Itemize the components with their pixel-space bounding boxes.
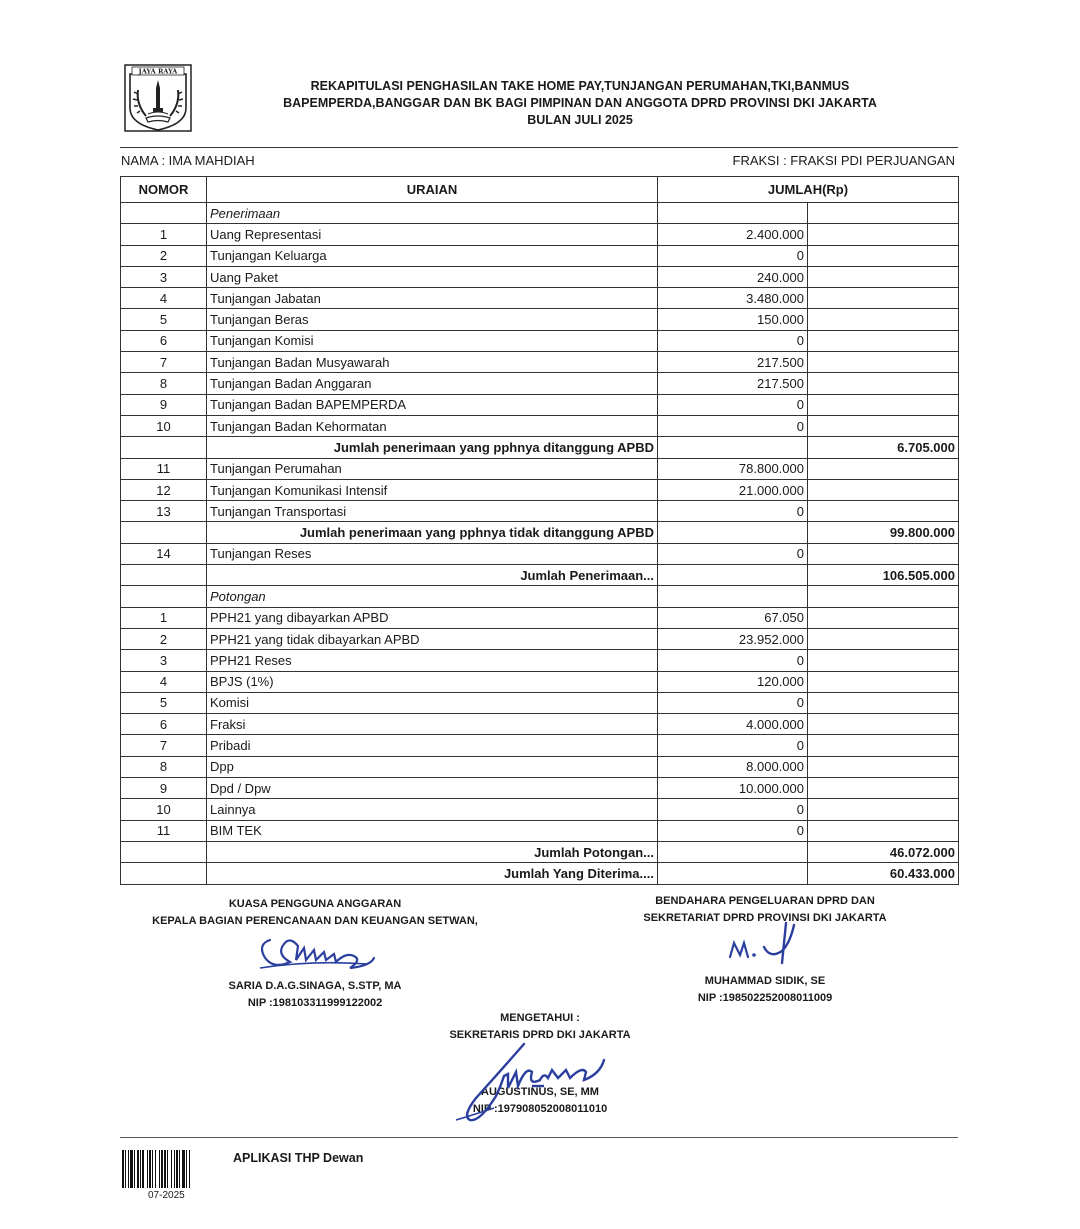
- row-total: [808, 266, 959, 287]
- table-body: [121, 203, 959, 885]
- row-number: 11: [121, 820, 207, 841]
- svg-text:JAYA RAYA: JAYA RAYA: [138, 67, 178, 76]
- table-row: [121, 778, 959, 799]
- table-row: [121, 224, 959, 245]
- barcode-bar: [167, 1150, 168, 1188]
- row-number: 6: [121, 714, 207, 735]
- row-number: 10: [121, 799, 207, 820]
- row-number: 9: [121, 778, 207, 799]
- barcode-bar: [155, 1150, 156, 1188]
- row-number: [121, 203, 207, 224]
- row-label: PPH21 yang tidak dibayarkan APBD: [207, 628, 658, 649]
- subtotal-label: Jumlah Penerimaan...: [207, 565, 658, 586]
- subtotal-row: [121, 863, 959, 884]
- header-jumlah: JUMLAH(Rp): [658, 177, 959, 203]
- barcode-bar: [189, 1150, 190, 1188]
- barcode-bar: [149, 1150, 151, 1188]
- signatory-nip: NIP :197908052008011010: [472, 1103, 608, 1115]
- table-row: [121, 543, 959, 564]
- row-label: Tunjangan Komunikasi Intensif: [207, 479, 658, 500]
- row-label: Tunjangan Transportasi: [207, 501, 658, 522]
- subtotal-row: [121, 437, 959, 458]
- title-line-3: BULAN JULI 2025: [527, 113, 633, 127]
- row-total: [808, 309, 959, 330]
- barcode-bar: [128, 1150, 129, 1188]
- row-label: Pribadi: [207, 735, 658, 756]
- row-amount: 4.000.000: [658, 714, 808, 735]
- row-amount: 21.000.000: [658, 479, 808, 500]
- row-amount: 0: [658, 245, 808, 266]
- table-row: [121, 352, 959, 373]
- row-number: 7: [121, 735, 207, 756]
- row-number: 12: [121, 479, 207, 500]
- row-amount: 0: [658, 501, 808, 522]
- signature-right: [720, 905, 810, 965]
- title-line-1: REKAPITULASI PENGHASILAN TAKE HOME PAY,TUNJANGAN PERUMAHAN,TKI,BANMUS: [310, 79, 850, 93]
- row-label: PPH21 yang dibayarkan APBD: [207, 607, 658, 628]
- barcode-bar: [159, 1150, 160, 1188]
- row-number: 1: [121, 607, 207, 628]
- section-row: [121, 203, 959, 224]
- row-number: [121, 437, 207, 458]
- row-number: 9: [121, 394, 207, 415]
- row-number: 4: [121, 288, 207, 309]
- section-row: [121, 586, 959, 607]
- row-total: [808, 415, 959, 436]
- row-amount: 0: [658, 799, 808, 820]
- row-number: [121, 565, 207, 586]
- subtotal-value: 99.800.000: [808, 522, 959, 543]
- row-total: [808, 543, 959, 564]
- row-amount: 3.480.000: [658, 288, 808, 309]
- row-amount: 8.000.000: [658, 756, 808, 777]
- footer-divider: [120, 1137, 958, 1138]
- subtotal-value: 46.072.000: [808, 841, 959, 862]
- row-number: 5: [121, 692, 207, 713]
- table-row: [121, 394, 959, 415]
- row-total: [808, 224, 959, 245]
- row-amount: [658, 565, 808, 586]
- signatory-name: SARIA D.A.G.SINAGA, S.STP, MA: [228, 980, 402, 992]
- row-label: Tunjangan Keluarga: [207, 245, 658, 266]
- table-row: [121, 671, 959, 692]
- row-total: [808, 650, 959, 671]
- row-amount: [658, 841, 808, 862]
- section-label: Penerimaan: [207, 203, 658, 224]
- row-label: Dpd / Dpw: [207, 778, 658, 799]
- row-label: Tunjangan Badan Anggaran: [207, 373, 658, 394]
- table-row: [121, 501, 959, 522]
- row-total: [808, 628, 959, 649]
- section-label: Potongan: [207, 586, 658, 607]
- row-amount: [658, 437, 808, 458]
- document-title: [200, 78, 960, 129]
- row-amount: 0: [658, 330, 808, 351]
- row-amount: 23.952.000: [658, 628, 808, 649]
- barcode-bar: [130, 1150, 133, 1188]
- title-line-2: BAPEMPERDA,BANGGAR DAN BK BAGI PIMPINAN DAN ANGGOTA DPRD PROVINSI DKI JAKARTA: [283, 96, 877, 110]
- row-number: 5: [121, 309, 207, 330]
- income-summary-table: [120, 176, 959, 885]
- row-label: BPJS (1%): [207, 671, 658, 692]
- row-number: 3: [121, 650, 207, 671]
- barcode-bar: [134, 1150, 135, 1188]
- row-total: [808, 778, 959, 799]
- table-row: [121, 714, 959, 735]
- row-number: [121, 522, 207, 543]
- barcode-label: 07-2025: [148, 1190, 185, 1201]
- row-number: 14: [121, 543, 207, 564]
- row-total: [808, 501, 959, 522]
- barcode-bar: [147, 1150, 148, 1188]
- row-total: [808, 735, 959, 756]
- row-number: 11: [121, 458, 207, 479]
- signatory-title: KEPALA BAGIAN PERENCANAAN DAN KEUANGAN SETWAN,: [152, 915, 478, 927]
- row-number: 6: [121, 330, 207, 351]
- row-total: [808, 586, 959, 607]
- subtotal-value: 6.705.000: [808, 437, 959, 458]
- row-total: [808, 607, 959, 628]
- barcode-bar: [179, 1150, 180, 1188]
- barcode-bar: [186, 1150, 187, 1188]
- member-faction: FRAKSI : FRAKSI PDI PERJUANGAN: [732, 153, 955, 168]
- signatory-title: BENDAHARA PENGELUARAN DPRD DAN: [655, 895, 875, 907]
- row-number: 8: [121, 373, 207, 394]
- table-row: [121, 607, 959, 628]
- barcode-bar: [182, 1150, 185, 1188]
- member-name: NAMA : IMA MAHDIAH: [121, 153, 255, 168]
- barcode-bar: [176, 1150, 178, 1188]
- barcode-bar: [171, 1150, 172, 1188]
- row-number: 7: [121, 352, 207, 373]
- table-row: [121, 415, 959, 436]
- row-amount: 0: [658, 415, 808, 436]
- row-amount: 0: [658, 543, 808, 564]
- table-row: [121, 479, 959, 500]
- signatory-nip: NIP :198502252008011009: [697, 992, 833, 1004]
- jaya-raya-logo: [124, 64, 192, 132]
- row-total: [808, 799, 959, 820]
- row-total: [808, 820, 959, 841]
- row-label: Uang Paket: [207, 266, 658, 287]
- row-number: [121, 863, 207, 884]
- row-total: [808, 692, 959, 713]
- table-row: [121, 373, 959, 394]
- row-label: Dpp: [207, 756, 658, 777]
- barcode-bar: [137, 1150, 139, 1188]
- header-divider: [120, 147, 958, 148]
- row-amount: 67.050: [658, 607, 808, 628]
- subtotal-value: 60.433.000: [808, 863, 959, 884]
- barcode-bar: [164, 1150, 166, 1188]
- row-number: 4: [121, 671, 207, 692]
- row-amount: 217.500: [658, 352, 808, 373]
- row-label: Tunjangan Jabatan: [207, 288, 658, 309]
- row-amount: [658, 863, 808, 884]
- table-row: [121, 266, 959, 287]
- row-number: 13: [121, 501, 207, 522]
- row-total: [808, 714, 959, 735]
- signature-center: [436, 1036, 616, 1128]
- row-number: [121, 841, 207, 862]
- signatory-title: MENGETAHUI :: [500, 1012, 580, 1024]
- row-amount: 0: [658, 692, 808, 713]
- row-amount: 2.400.000: [658, 224, 808, 245]
- row-amount: [658, 522, 808, 543]
- table-row: [121, 628, 959, 649]
- row-total: [808, 479, 959, 500]
- row-total: [808, 394, 959, 415]
- row-number: 1: [121, 224, 207, 245]
- row-label: Tunjangan Reses: [207, 543, 658, 564]
- subtotal-label: Jumlah penerimaan yang pphnya ditanggung APBD: [207, 437, 658, 458]
- row-amount: 0: [658, 820, 808, 841]
- table-row: [121, 650, 959, 671]
- row-amount: 120.000: [658, 671, 808, 692]
- signatory-title: SEKRETARIS DPRD DKI JAKARTA: [449, 1029, 631, 1041]
- row-label: Uang Representasi: [207, 224, 658, 245]
- barcode-bar: [140, 1150, 141, 1188]
- subtotal-label: Jumlah Yang Diterima....: [207, 863, 658, 884]
- subtotal-row: [121, 841, 959, 862]
- row-total: [808, 756, 959, 777]
- row-number: 2: [121, 628, 207, 649]
- table-row: [121, 245, 959, 266]
- barcode-bar: [142, 1150, 144, 1188]
- table-row: [121, 458, 959, 479]
- document-barcode: [122, 1150, 222, 1188]
- table-row: [121, 692, 959, 713]
- row-amount: 0: [658, 650, 808, 671]
- row-amount: 240.000: [658, 266, 808, 287]
- subtotal-value: 106.505.000: [808, 565, 959, 586]
- row-amount: [658, 203, 808, 224]
- row-total: [808, 373, 959, 394]
- header-nomor: NOMOR: [121, 177, 207, 203]
- row-amount: 0: [658, 394, 808, 415]
- row-label: BIM TEK: [207, 820, 658, 841]
- row-total: [808, 288, 959, 309]
- row-label: Tunjangan Perumahan: [207, 458, 658, 479]
- barcode-bar: [161, 1150, 163, 1188]
- row-label: Tunjangan Badan Kehormatan: [207, 415, 658, 436]
- row-total: [808, 245, 959, 266]
- row-amount: 150.000: [658, 309, 808, 330]
- row-number: [121, 586, 207, 607]
- row-total: [808, 330, 959, 351]
- table-row: [121, 288, 959, 309]
- table-row: [121, 820, 959, 841]
- row-total: [808, 352, 959, 373]
- row-number: 2: [121, 245, 207, 266]
- row-label: Tunjangan Komisi: [207, 330, 658, 351]
- barcode-bar: [174, 1150, 175, 1188]
- table-row: [121, 309, 959, 330]
- row-total: [808, 458, 959, 479]
- signatory-title: SEKRETARIAT DPRD PROVINSI DKI JAKARTA: [643, 912, 887, 924]
- subtotal-row: [121, 565, 959, 586]
- app-name: APLIKASI THP Dewan: [233, 1151, 364, 1165]
- row-amount: 78.800.000: [658, 458, 808, 479]
- row-amount: 10.000.000: [658, 778, 808, 799]
- subtotal-row: [121, 522, 959, 543]
- subtotal-label: Jumlah Potongan...: [207, 841, 658, 862]
- row-total: [808, 203, 959, 224]
- row-amount: 0: [658, 735, 808, 756]
- table-row: [121, 799, 959, 820]
- row-number: 8: [121, 756, 207, 777]
- table-row: [121, 330, 959, 351]
- row-total: [808, 671, 959, 692]
- row-amount: 217.500: [658, 373, 808, 394]
- table-row: [121, 735, 959, 756]
- table-header-row: [121, 177, 959, 203]
- row-label: Lainnya: [207, 799, 658, 820]
- signatory-name: MUHAMMAD SIDIK, SE: [704, 975, 826, 987]
- signatory-nip: NIP :198103311999122002: [247, 997, 383, 1009]
- row-label: Tunjangan Badan Musyawarah: [207, 352, 658, 373]
- row-number: 3: [121, 266, 207, 287]
- signatory-title: KUASA PENGGUNA ANGGARAN: [228, 898, 402, 910]
- row-label: Komisi: [207, 692, 658, 713]
- barcode-bar: [152, 1150, 153, 1188]
- barcode-bar: [125, 1150, 126, 1188]
- row-label: Fraksi: [207, 714, 658, 735]
- signatory-name: AUGUSTINUS, SE, MM: [481, 1086, 599, 1098]
- row-label: Tunjangan Beras: [207, 309, 658, 330]
- row-label: PPH21 Reses: [207, 650, 658, 671]
- header-uraian: URAIAN: [207, 177, 658, 203]
- signature-left: [250, 930, 380, 976]
- row-label: Tunjangan Badan BAPEMPERDA: [207, 394, 658, 415]
- subtotal-label: Jumlah penerimaan yang pphnya tidak ditanggung APBD: [207, 522, 658, 543]
- barcode-bar: [122, 1150, 124, 1188]
- row-number: 10: [121, 415, 207, 436]
- table-row: [121, 756, 959, 777]
- row-amount: [658, 586, 808, 607]
